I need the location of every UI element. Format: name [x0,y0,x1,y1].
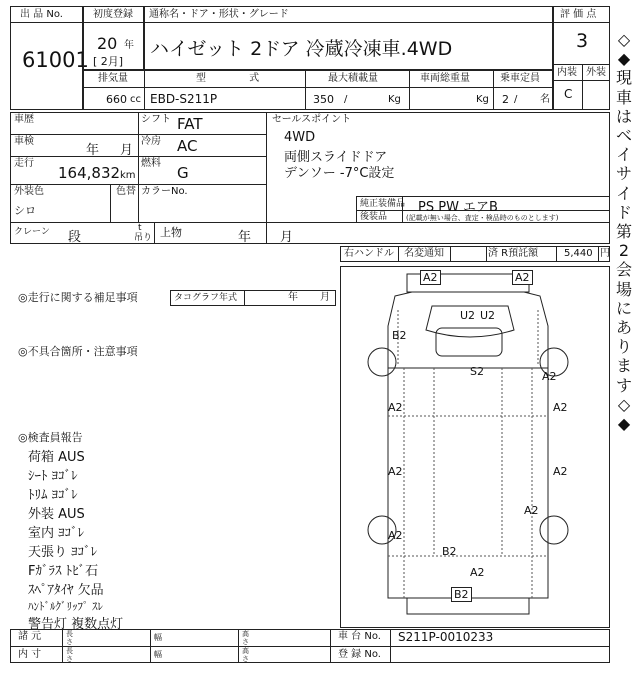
damage-code-side-left-middle: A2 [388,465,403,478]
capacity: 2 [502,93,509,106]
car-name: ハイゼット 2ドア 冷蔵冷凍車.4WD [150,38,453,60]
upper-label: 上物 [160,226,182,239]
lot-no-label: 出 品 No. [20,9,63,20]
venue-notice-char: は [615,106,632,126]
venue-notice-char: 現 [615,68,632,88]
venue-notice-char: 第 [615,222,632,242]
venue-notice-char: ◆ [617,49,631,69]
interior-grade-label: 内装 [557,67,577,78]
model: EBD-S211P [150,92,218,106]
sales-point-line-3: デンソー -7°C設定 [284,166,395,181]
damage-code-rear-center: A2 [470,566,485,579]
gross-weight-label: 車両総重量 [420,73,470,84]
sales-points-label: セールスポイント [272,114,352,125]
fuel-label: 燃料 [141,158,161,169]
dimensions-label: 諸 元 [18,631,42,642]
shift-label: シフト [141,114,171,125]
first-reg-year-unit: 年 [124,40,134,51]
damage-code-side-left-lower: A2 [388,529,403,542]
venue-notice-char: イ [615,183,632,203]
venue-notice-char: ◇ [617,394,631,414]
venue-notice-char: ◆ [617,414,631,434]
inspector-line-4: 外装 AUS [28,507,85,522]
drive-side: 右ハンドル [344,248,394,259]
dimension-height-label: 高さ [242,630,249,646]
mileage-label: 走行 [14,158,34,169]
damage-code-rear-left: B2 [442,545,457,558]
damage-code-side-left-upper: A2 [388,401,403,414]
damage-code-wheel-front-right: A2 [542,370,557,383]
max-load-label: 最大積載量 [328,73,378,84]
repair-label: 済 R預託額 [488,248,539,259]
exterior-grade-label: 外装 [586,67,606,78]
mileage-unit: km [120,170,136,181]
ac-label: 冷房 [141,136,161,147]
venue-notice-char: ま [615,356,632,376]
damage-code-rear-bumper: B2 [451,587,472,602]
inspection-year-unit: 年 [86,143,100,158]
aftermarket-note: (記載が無い場合、査定・検品時のものとします) [406,214,559,222]
damage-code-front-left: A2 [420,270,441,285]
interior-width-label: 幅 [154,650,162,659]
venue-notice-char: り [615,337,632,357]
interior-length-label: 長さ [66,647,73,663]
displacement: 660 [106,93,127,106]
damage-code-windshield-left: U2 [460,309,476,322]
inspector-line-6: 天張り ﾖｺﾞﾚ [28,545,98,560]
color-no-label: 色替 [116,186,136,197]
venue-notice-char: ド [615,202,632,222]
driving-notes-label: ◎走行に関する補足事項 [18,291,138,304]
inspector-line-5: 室内 ﾖｺﾞﾚ [28,526,85,541]
venue-notice-char: 場 [615,279,632,299]
inspector-label: ◎検査員報告 [18,431,83,444]
gross-weight-unit: Kg [476,94,489,105]
inspector-line-9: ﾊﾝﾄﾞﾙｸﾞﾘｯﾌﾟ ｽﾚ [28,600,103,613]
upper-month-unit: 月 [280,230,294,245]
name-change-label: 名変通知 [404,248,444,259]
exterior-color-label: 外装色 [14,186,44,197]
ac: AC [177,137,198,155]
inspector-line-7: Fｶﾞﾗｽ ﾄﾋﾞ石 [28,564,99,579]
aftermarket-label: 後装品 [360,212,388,222]
recycle-fee: 5,440 [564,248,593,259]
crane-stage-unit: 段 [68,230,82,245]
capacity-unit: 名 [540,94,550,105]
car-name-label: 通称名・ドア・形状・グレード [149,9,289,20]
venue-notice-char: イ [615,145,632,165]
capacity-label: 乗車定員 [500,73,540,84]
damage-code-windshield-right: U2 [480,309,496,322]
color-code-label: カラーNo. [141,186,188,197]
inspector-line-1: 荷箱 AUS [28,450,85,465]
lot-no: 61001 [22,48,89,72]
defects-label: ◎不具合箇所・注意事項 [18,345,138,358]
venue-notice-char: す [615,375,632,395]
mileage: 164,832 [58,164,121,182]
venue-notice-char: 会 [615,260,632,280]
interior-grade: C [564,87,573,101]
sales-point-line-2: 両側スライドドア [284,150,388,165]
venue-notice [611,30,637,433]
damage-code-roof: S2 [470,365,484,378]
tachograph-month-unit: 月 [320,292,330,303]
venue-notice-char: ベ [615,126,632,146]
chassis-label: 車 台 No. [338,631,381,642]
exterior-color: シロ [14,204,36,217]
displacement-unit: cc [130,94,141,105]
inspector-line-8: ｽﾍﾟｱﾀｲﾔ 欠品 [28,583,104,598]
damage-code-cab-left: B2 [392,329,407,342]
inspection-label: 車検 [14,136,34,147]
tachograph-year-unit: 年 [288,292,298,303]
first-reg-label: 初度登録 [93,9,133,20]
recycle-unit: 円 [600,248,610,259]
displacement-label: 排気量 [98,73,128,84]
dimension-width-label: 幅 [154,633,162,642]
chassis-no: S211P-0010233 [398,630,494,644]
interior-height-label: 高さ [242,647,249,663]
sales-point-line-1: 4WD [284,130,316,145]
venue-notice-char: サ [615,164,632,184]
inspector-line-3: ﾄﾘﾑ ﾖｺﾞﾚ [28,488,78,503]
crane-label: クレーン [14,227,50,237]
history-label: 車歴 [14,114,34,125]
damage-code-side-right-middle: A2 [553,465,568,478]
shift: FAT [177,115,203,133]
venue-notice-char: 2 [618,241,630,261]
venue-notice-char: に [615,298,632,318]
grade-label: 評 価 点 [560,9,597,20]
inspector-line-2: ｼｰﾄ ﾖｺﾞﾚ [28,469,78,484]
inspection-month-unit: 月 [120,143,134,158]
upper-year-unit: 年 [238,230,252,245]
damage-code-side-right-upper: A2 [553,401,568,414]
tachograph-label: タコグラフ年式 [174,293,238,303]
max-load-sep: / [344,94,348,105]
genuine-equipment-label: 純正装備品 [360,199,406,209]
first-reg-year: 20 [97,34,118,53]
interior-size-label: 内 寸 [18,649,42,660]
crane-lift-unit: t [138,223,142,233]
genuine-equipment: PS PW エアB [418,200,498,215]
fuel: G [177,164,189,182]
dimension-length-label: 長さ [66,630,73,646]
first-reg-month: [ 2月] [93,55,124,68]
damage-code-front-right: A2 [512,270,533,285]
venue-notice-char: 車 [615,87,632,107]
capacity-sep: / [514,94,518,105]
venue-notice-char: あ [615,318,632,338]
inspector-line-10: 警告灯 複数点灯 [28,617,124,632]
registration-label: 登 録 No. [338,649,381,660]
max-load-unit: Kg [388,94,401,105]
grade-value: 3 [576,30,589,52]
crane-lift-unit2: 吊り [134,233,153,243]
damage-code-side-right-lower: A2 [524,504,539,517]
venue-notice-char: ◇ [617,30,631,49]
model-label: 型 式 [196,73,280,84]
max-load: 350 [313,93,334,106]
